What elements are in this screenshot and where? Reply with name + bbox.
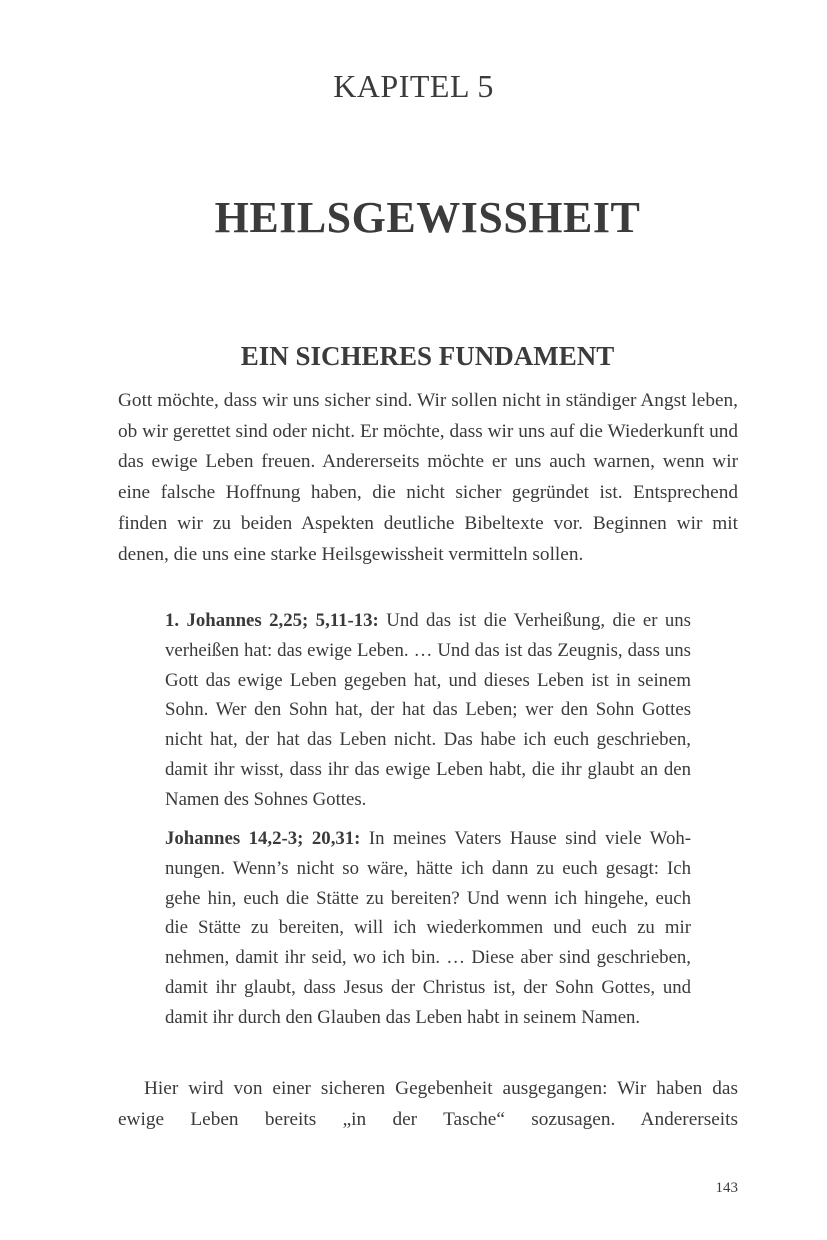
quote-reference: 1. Johannes 2,25; 5,11-13: [165,610,379,631]
quote-text: In meines Vaters Hause sind viele Wohnungen. Wenn’s nicht so wäre, hätte ich dann zu euch gesagt: Ich gehe hin, euch die Stätte zu bereiten? Und wenn ich hingehe, euch die Stätte zu bereiten, will ich wiederkommen und euch zu mir nehmen, damit ihr seid, wo ich bin. … Diese aber sind geschrieben, damit ihr glaubt, dass Jesus der Christus ist, der Sohn Gottes, und damit ihr durch den Glauben das Leben habt in seinem Namen. [165,828,691,1028]
quote-reference: Johannes 14,2-3; 20,31: [165,828,361,849]
page-number: 143 [715,1180,738,1196]
chapter-label: KAPITEL 5 [333,68,494,104]
bible-quote [165,606,691,815]
chapter-title: HEILSGEWISSHEIT [214,193,641,242]
bible-quote [165,824,691,1033]
quote-text: Und das ist die Verheißung, die er uns verheißen hat: das ewige Leben. … Und das ist das Zeugnis, dass uns Gott das ewige Leben gegeben hat, und dieses Leben ist in seinem Sohn. Wer den Sohn hat, der hat das Leben; wer den Sohn Gottes nicht hat, der hat das Leben nicht. Das habe ich euch geschrieben, damit ihr wisst, dass ihr das ewige Leben habt, die ihr glaubt an den Namen des Sohnes Gottes. [165,610,691,810]
closing-paragraph: Hier wird von einer sicheren Gegebenheit ausgegangen: Wir haben das ewige Leben bereits „in der Tasche“ sozusagen. Andererseits [118,1078,738,1130]
section-heading: EIN SICHERES FUNDAMENT [240,341,615,371]
intro-paragraph: Gott möchte, dass wir uns sicher sind. Wir sollen nicht in ständiger Angst leben, ob wir gerettet sind oder nicht. Er möchte, dass wir uns auf die Wiederkunft und das ewige Leben freuen. Andererseits möchte er uns auch warnen, wenn wir eine falsche Hoffnung haben, die nicht sicher gegründet ist. Entsprechend finden wir zu beiden Aspekten deutliche Bibeltexte vor. Beginnen wir mit denen, die uns eine starke Heilsgewissheit vermitteln sollen. [118,390,738,565]
